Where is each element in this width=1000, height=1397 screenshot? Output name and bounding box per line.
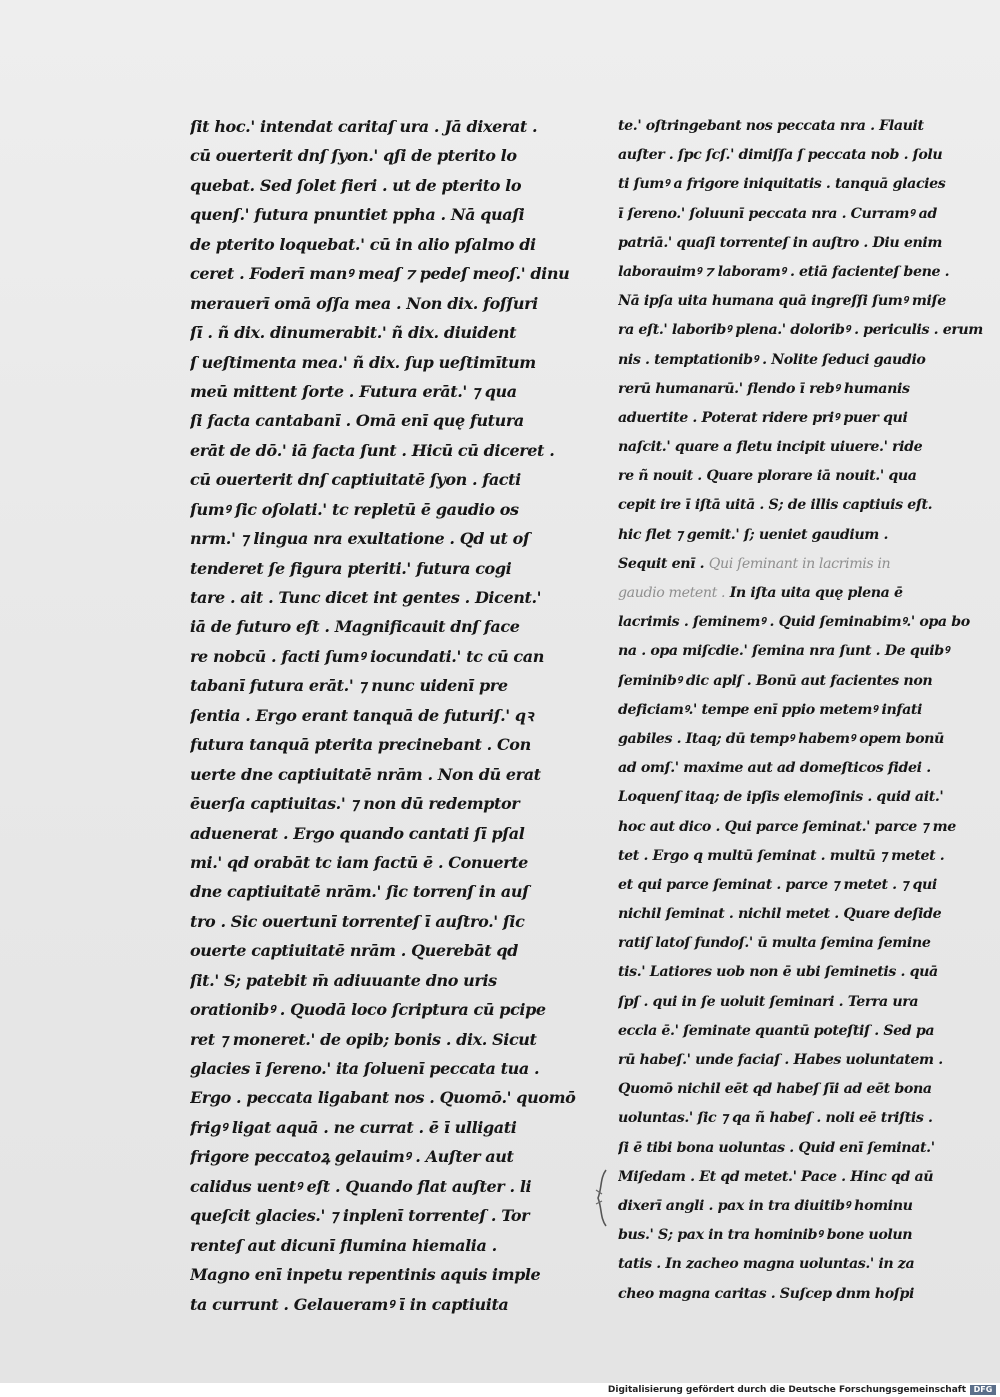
text-line: rerū humanarū.' flendo ī rebꝰ humanis xyxy=(618,380,910,397)
text-line: bus.' S; pax in tra hominibꝰ bone uolun xyxy=(618,1227,913,1244)
funding-credit: Digitalisierung gefördert durch die Deutsche Forschungsgemeinschaft xyxy=(607,1385,966,1395)
text-line: Quomō nichil eēt qd habeſ ſīi ad eēt bona xyxy=(618,1081,932,1098)
text-line: dne captiuitatē nrām.' ſic torrenſ in auſ xyxy=(190,882,529,902)
text-line: Magno enī inpetu repentinis aquis imple xyxy=(190,1265,541,1285)
text-line: uoluntas.' ſic ⁊ qa ñ habeſ . noli eē triſtis . xyxy=(618,1110,933,1127)
text-line: futura tanquā pterita precinebant . Con xyxy=(190,735,531,755)
text-line: tare . ait . Tunc dicet int gentes . Dicent.' xyxy=(190,588,542,607)
text-line: ta currunt . Gelaueramꝰ ī in captiuita xyxy=(190,1294,509,1314)
text-line: mi.' qd orabāt tc iam factū ē . Conuerte xyxy=(190,852,528,872)
text-line: te.' oſtringebant nos peccata nra . Flauit xyxy=(618,118,924,134)
text-line: auſter . ſpc ſcſ.' dimiſſa ſ peccata nob . ſolu xyxy=(618,147,943,164)
dfg-logo: DFG xyxy=(970,1385,996,1395)
text-line: tenderet ſe figura pteriti.' futura cogi xyxy=(190,558,512,578)
text-line: ſeminibꝰ dic aplſ . Bonū aut facientes non xyxy=(618,672,933,689)
text-line: ad omſ.' maxime aut ad domeſticos fidei . xyxy=(618,760,931,777)
text-line: Ergo . peccata ligabant nos . Quomō.' quomō xyxy=(190,1088,576,1108)
text-line: orationibꝰ . Quodā loco ſcriptura cū pcipe xyxy=(190,1000,546,1020)
text-line: laborauimꝰ ⁊ laboramꝰ . etiā facienteſ bene . xyxy=(618,263,950,280)
text-line: Loquenſ itaq; de ipſis elemoſinis . quid ait.' xyxy=(618,789,944,806)
text-line: iā de futuro eſt . Magnificauit dnſ face xyxy=(190,617,520,637)
text-line: ſumꝰ ſic oſolati.' tc repletū ē gaudio os xyxy=(190,499,519,519)
text-line: cepit ire ī iſtā uitā . S; de illis captiuis eſt. xyxy=(618,497,933,514)
text-line: ceret . Foderī manꝰ meaſ ⁊ pedeſ meoſ.' dinu xyxy=(190,264,570,284)
text-line: merauerī omā oſſa mea . Non dix. foſſuri xyxy=(190,293,538,313)
text-line: dixerī angli . pax in tra diuitibꝰ hominu xyxy=(618,1197,913,1214)
text-line: eccla ē.' ſeminate quantū poteſtiſ . Sed pa xyxy=(618,1022,935,1039)
text-line: deficiamꝰ.' tempe enī ppio metemꝰ infati xyxy=(618,701,923,718)
text-line: aduenerat . Ergo quando cantati ſī pſal xyxy=(190,823,525,843)
left-text-column xyxy=(190,112,590,1319)
text-line: ſit.' S; patebit m̄ adiuuante dno uris xyxy=(190,970,497,990)
text-line: ſi ē tibi bona uoluntas . Quid enī ſeminat.' xyxy=(618,1139,935,1156)
text-line: de pterito loquebat.' cū in alio pſalmo di xyxy=(190,234,536,254)
text-line: patriā.' quaſi torrenteſ in auſtro . Diu enim xyxy=(618,234,942,251)
text-line: aduertite . Poterat ridere priꝰ puer qui xyxy=(618,409,908,426)
text-line: ti ſumꝰ a frigore iniquitatis . tanquā glacies xyxy=(618,176,946,193)
text-line: naſcit.' quare a fletu incipit uiuere.' ride xyxy=(618,439,923,456)
text-line: re nobcū . facti ſumꝰ iocundati.' tc cū can xyxy=(190,646,544,666)
text-line: tis.' Latiores uob non ē ubi ſeminetis . quā xyxy=(618,964,938,981)
text-line: cheo magna caritas . Suſcep dnm hoſpi xyxy=(618,1285,914,1302)
text-line: quebat. Sed ſolet fieri . ut de pterito lo xyxy=(190,175,522,195)
text-line: ret ⁊ moneret.' de opib; bonis . dix. Sicut xyxy=(190,1029,537,1049)
text-line: frigore peccatoꝝ gelauimꝰ . Auſter aut xyxy=(190,1147,514,1167)
text-line: cū ouerterit dnſ captiuitatē ſyon . facti xyxy=(190,470,521,490)
margin-bracket-mark xyxy=(592,1168,614,1228)
text-line: tet . Ergo q multū ſeminat . multū ⁊ metet . xyxy=(618,847,945,864)
text-line: ēuerſa captiuitas.' ⁊ non dū redemptor xyxy=(190,794,520,814)
text-line: calidus uentꝰ eſt . Quando flat auſter . li xyxy=(190,1176,532,1196)
text-line: ſentia . Ergo erant tanquā de futuriſ.' qꝛ xyxy=(190,705,533,725)
text-line: ſpſ . qui in ſe uoluit ſeminari . Terra ura xyxy=(618,993,919,1010)
text-line: meū mittent ſorte . Futura erāt.' ⁊ qua xyxy=(190,381,517,401)
right-text-column xyxy=(618,112,996,1309)
text-line: ſī . ñ dix. dinumerabit.' ñ dix. diuident xyxy=(190,323,517,343)
text-line: ſ ueſtimenta mea.' ñ dix. ſup ueſtimītum xyxy=(190,352,536,372)
text-line: ſi facta cantabanī . Omā enī quę futura xyxy=(190,411,524,431)
text-line: ſit hoc.' intendat caritaſ ura . Jā dixerat . xyxy=(190,117,538,136)
text-line: renteſ aut dicunī flumina hiemalia . xyxy=(190,1235,497,1255)
text-line: Sequit enī . Qui ſeminant in lacrimis in xyxy=(618,555,891,572)
text-line: gabiles . Itaq; dū tempꝰ habemꝰ opem bonū xyxy=(618,730,944,747)
text-line: rū habeſ.' unde faciaſ . Habes uoluntatem . xyxy=(618,1052,943,1068)
text-line: cū ouerterit dnſ ſyon.' qſi de pterito lo xyxy=(190,146,517,166)
text-line: nrm.' ⁊ lingua nra exultatione . Qd ut oſ xyxy=(190,529,530,549)
text-line: tabanī futura erāt.' ⁊ nunc uidenī pre xyxy=(190,676,508,696)
text-line: uerte dne captiuitatē nrām . Non dū erat xyxy=(190,764,541,784)
text-line: Nā ipſa uita humana quā ingreſſi ſumꝰ miſe xyxy=(618,293,946,310)
text-line: nis . temptationibꝰ . Nolite ſeduci gaudio xyxy=(618,351,926,368)
text-line: ouerte captiuitatē nrām . Querebāt qd xyxy=(190,941,518,961)
text-line: tro . Sic ouertunī torrenteſ ī auſtro.' ſic xyxy=(190,911,525,931)
text-line: na . opa miſcdie.' ſemina nra ſunt . De quibꝰ xyxy=(618,643,949,660)
text-line: nichil ſeminat . nichil metet . Quare deſide xyxy=(618,906,942,923)
text-line: queſcit glacies.' ⁊ inplenī torrenteſ . Tor xyxy=(190,1206,530,1226)
text-line: glacies ī ſereno.' ita ſoluenī peccata tua . xyxy=(190,1059,540,1078)
text-line: lacrimis . ſeminemꝰ . Quid ſeminabimꝰ.' opa bo xyxy=(618,614,970,631)
text-line: ratiſ latoſ fundoſ.' ū multa ſemina ſemine xyxy=(618,935,931,952)
footer-bar xyxy=(0,1383,1000,1397)
text-line: Miſedam . Et qd metet.' Pace . Hinc qd aū xyxy=(618,1168,934,1185)
text-line: re ñ nouit . Quare plorare iā nouit.' qua xyxy=(618,468,917,485)
text-line: quenſ.' futura pnuntiet ppha . Nā quaſi xyxy=(190,205,525,225)
text-line: hoc aut dico . Qui parce ſeminat.' parce ⁊ me xyxy=(618,818,956,835)
text-line: frigꝰ ligat aquā . ne currat . ē ī ulligati xyxy=(190,1117,517,1137)
text-line: tatis . In zacheo magna uoluntas.' in za xyxy=(618,1256,915,1273)
text-line: gaudio metent . In iſta uita quę plena ē xyxy=(618,585,903,601)
text-line: erāt de dō.' iā facta ſunt . Hicū cū diceret . xyxy=(190,440,555,460)
text-line: ra eſt.' laboribꝰ plena.' doloribꝰ . periculis . erum xyxy=(618,322,983,339)
text-line: et qui parce ſeminat . parce ⁊ metet . ⁊ qui xyxy=(618,876,937,893)
text-line: ī ſereno.' ſoluunī peccata nra . Curramꝰ ad xyxy=(618,205,937,222)
text-line: hic flet ⁊ gemit.' ſ; ueniet gaudium . xyxy=(618,526,888,543)
